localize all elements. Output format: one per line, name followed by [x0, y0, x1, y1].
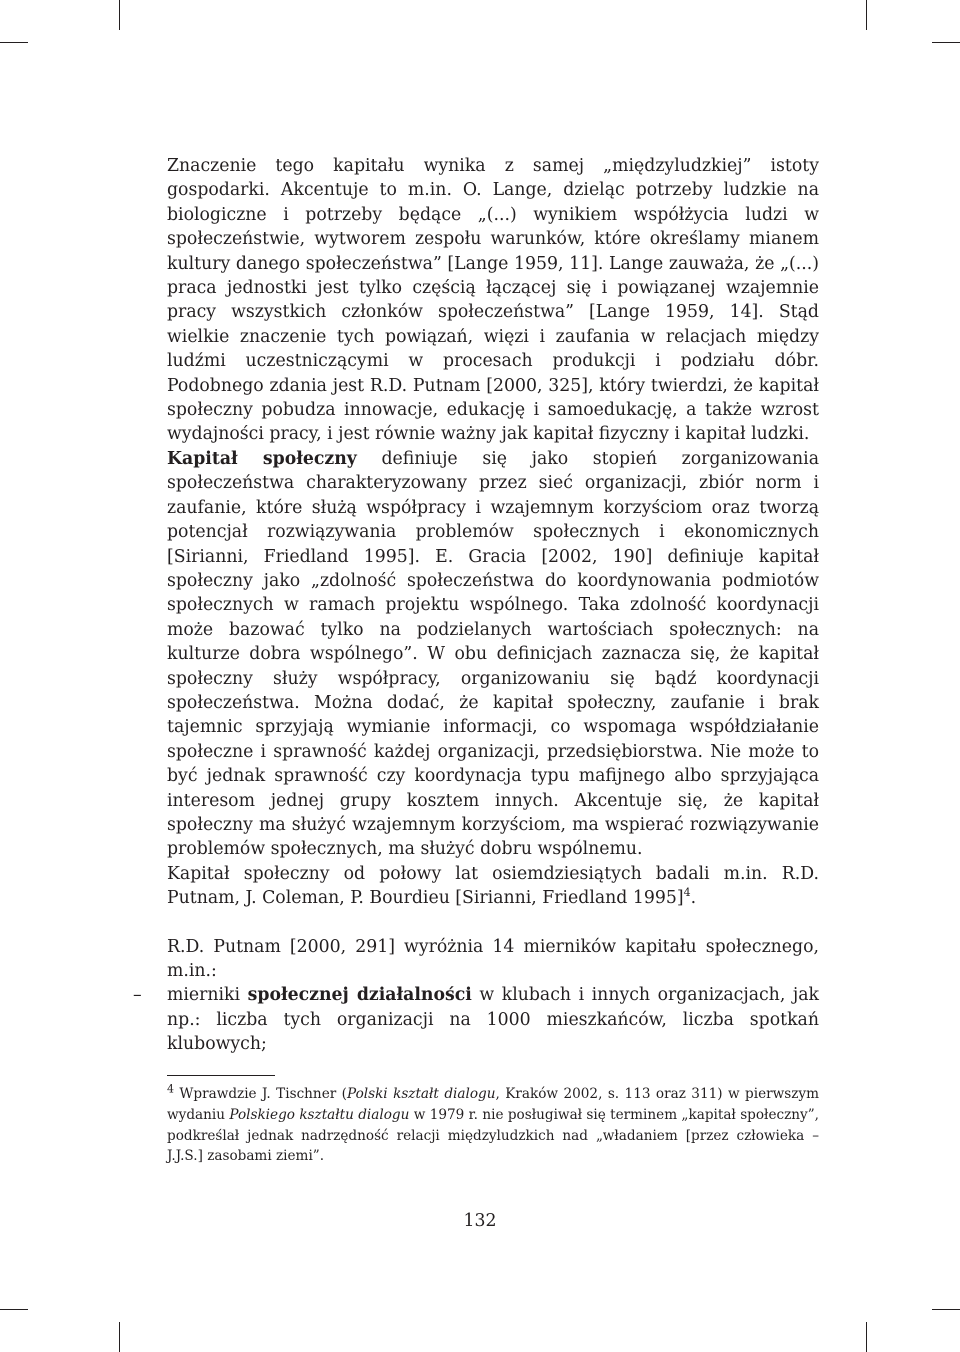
footnote-title-2: Polskiego kształtu dialogu [229, 1106, 410, 1123]
footnote-text-2: , Kraków 2002, s. 113 oraz 311) w pierwszym wydaniu [167, 1086, 819, 1123]
paragraph-1: Znaczenie tego kapitału wynika z samej „międzyludzkiej” istoty gospodarki. Akcentuje to m.in. O. Lange, dzieląc potrzeby ludzkie na biologiczne i potrzeby będące „(...) wynikiem współżycia ludzi w społeczeństwie, wytworem zespołu warunków, które określamy mianem kultury danego społeczeństwa” [Lange 1959, 11]. Lange zauważa, że „(...) praca jednostki jest tylko częścią łączącej się i powiązanej wzajemnie pracy wszystkich członków społeczeństwa” [Lange 1959, 14]. Stąd wielkie znaczenie tych powiązań, więzi i zaufania w relacjach między ludźmi uczestniczącymi w procesach produkcji i podziału dóbr. Podobnego zdania jest R.D. Putnam [2000, 325], który twierdzi, że kapitał społeczny pobudza innowacje, edukację i samoedukację, a także wzrost wydajności pracy, i jest równie ważny jak kapitał fizyczny i kapitał ludzki. [167, 156, 819, 445]
paragraph-4: R.D. Putnam [2000, 291] wyróżnia 14 mierników kapitału społecznego, m.in.: [167, 936, 819, 981]
footnote-separator [167, 1075, 275, 1076]
list-item-text-start: mierniki [167, 985, 248, 1006]
paragraph-2 [167, 447, 819, 862]
list-dash: – [133, 985, 142, 1006]
main-text [133, 154, 819, 1057]
footnote-text-3: w 1979 r. nie posługiwał się terminem „kapitał społeczny”, podkreślał jednak nadrzędność relacji międzyludzkich nad „władaniem [przez człowieka – J.J.S.] zasobami ziemi”. [167, 1106, 819, 1165]
page-body [133, 154, 819, 1057]
crop-mark [119, 1322, 120, 1352]
paragraph-3-text: Kapitał społeczny od połowy lat osiemdziesiątych badali m.in. R.D. Putnam, J. Coleman, P. Bourdieu [Sirianni, Friedland 1995] [167, 863, 819, 909]
crop-mark [866, 1322, 867, 1352]
list-item [133, 983, 819, 1056]
crop-mark [866, 0, 867, 30]
paragraph-2-term: Kapitał społeczny [167, 448, 357, 469]
footnote [167, 1084, 819, 1167]
crop-mark [932, 1309, 960, 1310]
paragraph-2-text: definiuje się jako stopień zorganizowania społeczeństwa charakteryzowany przez sieć organizacji, zbiór norm i zaufanie, które służą współpracy i wzajemnym korzyściom oraz tworzą potencjał rozwiązywania problemów społecznych i ekonomicznych [Sirianni, Friedland 1995]. E. Gracia [2002, 190] definiuje kapitał społeczny jako „zdolność społeczeństwa do koordynowania podmiotów społecznych w ramach projektu wspólnego. Taka zdolność koordynacji może bazować tylko na podzielanych wartościach społecznych: na kulturze dobra wspólnego”. W obu definicjach zaznacza się, że kapitał społeczny służy współpracy, organizowaniu się bądź koordynacji społeczeństwa. Można dodać, że kapitał społeczny, zaufanie i brak tajemnic sprzyjają wymianie informacji, co wspomaga współdziałanie społeczne i sprawność każdej organizacji, przedsiębiorstwa. Nie może to być jednak sprawność czy koordynacja typu mafijnego albo sprzyjająca interesom jednej grupy kosztem innych. Akcentuje się, że kapitał społeczny ma służyć wzajemnym korzyściom, ma wspierać rozwiązywanie problemów społecznych, ma służyć dobru wspólnemu. [167, 448, 819, 860]
crop-mark [0, 42, 28, 43]
footnote-title-1: Polski kształt dialogu [346, 1086, 496, 1102]
crop-mark [932, 42, 960, 43]
list-item-text-end: w klubach i innych organizacjach, jak np.: liczba tych organizacji na 1000 mieszkańców, liczba spotkań klubowych; [167, 985, 819, 1055]
footnote-number: 4 [167, 1082, 174, 1096]
footnote-text-1: Wprawdzie J. Tischner ( [174, 1086, 347, 1102]
paragraph-3 [167, 862, 819, 911]
crop-mark [0, 1309, 28, 1310]
footnote-reference: 4 [683, 886, 691, 900]
paragraph-3-end: . [690, 888, 697, 909]
crop-mark [119, 0, 120, 30]
list-item-term: społecznej działalności [247, 985, 472, 1006]
page-number: 132 [463, 1211, 497, 1231]
measures-list [133, 983, 819, 1056]
